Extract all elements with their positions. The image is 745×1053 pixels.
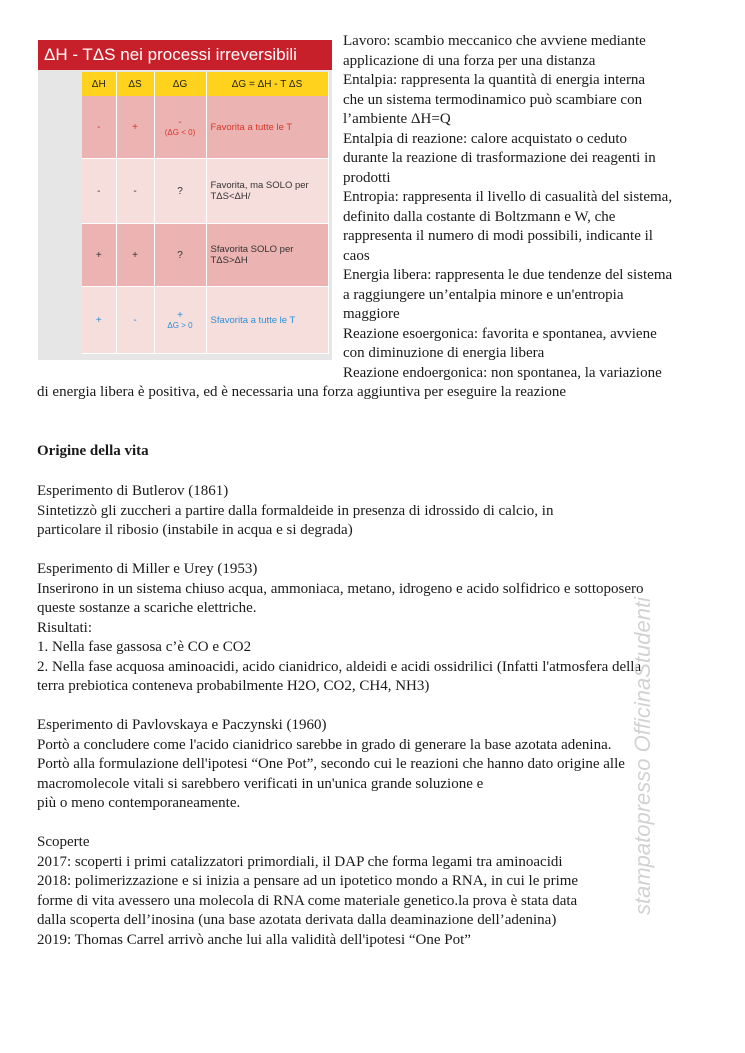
definition-line: Entalpia di reazione: calore acquistato o ceduto [343,130,628,147]
table-row [82,224,328,287]
definition-line: a raggiungere un’entalpia minore e un'entropia [343,286,624,303]
butlerov-title: Esperimento di Butlerov (1861) [37,483,229,499]
thermodynamics-slide-image [38,40,332,360]
header-dg: ΔG [154,72,206,96]
definition-line: che un sistema termodinamico può scambiare con [343,91,643,108]
definition-line: Reazione endoergonica: non spontanea, la variazione [343,364,662,381]
dg-note: (ΔG < 0) [164,128,196,137]
cell-effect: Favorita, ma SOLO per TΔS<ΔH/ [206,159,328,224]
header-dh: ΔH [82,72,116,96]
section-heading: Origine della vita [37,443,149,459]
scoperte-title: Scoperte [37,834,90,850]
gibbs-table [82,72,329,354]
gibbs-table-header [82,72,328,96]
butlerov-line: particolare il ribosio (instabile in acqua e si degrada) [37,522,353,538]
definition-line: rappresenta il numero di modi possibili, indicante il [343,228,653,244]
cell-ds: - [116,159,154,224]
definition-line: Entalpia: rappresenta la quantità di energia interna [343,72,646,88]
cell-effect: Sfavorita SOLO per TΔS>ΔH [206,224,328,287]
scoperte-line: 2019: Thomas Carrel arrivò anche lui alla validità dell'ipotesi “One Pot” [37,931,471,948]
scoperte-line: 2017: scoperti i primi catalizzatori primordiali, il DAP che forma legami tra aminoacidi [37,853,563,870]
cell-effect: Favorita a tutte le T [206,96,328,159]
miller-line: 1. Nella fase gassosa c’è CO e CO2 [37,639,252,655]
pavlovskaya-title: Esperimento di Pavlovskaya e Paczynski (1960) [37,717,327,733]
definition-line: Reazione esoergonica: favorita e spontanea, avviene [343,325,657,342]
miller-line: 2. Nella fase acquosa aminoacidi, acido cianidrico, aldeidi e acidi ossidrilici (Infatti l'atmosfera della [37,658,642,675]
scoperte-line: forme di vita avessero una molecola di RNA come materiale genetico.la prova è stata data [37,892,578,909]
scoperte-line: dalla scoperta dell’inosina (una base azotata derivata dalla deaminazione dell’adenina) [37,912,557,928]
miller-line: Risultati: [37,619,93,636]
cell-effect: Sfavorita a tutte le T [206,287,328,354]
pavlovskaya-line: più o meno contemporaneamente. [37,795,241,811]
dg-sign: - [178,117,182,128]
miller-line: Inserirono in un sistema chiuso acqua, ammoniaca, metano, idrogeno e acido solfidrico e sottoposero [37,580,644,597]
cell-dh: - [82,96,116,159]
table-row [82,96,328,159]
definition-line: durante la reazione di trasformazione dei reagenti in [343,150,656,166]
dg-sign: + [177,310,183,321]
cell-dh: + [82,224,116,287]
definition-line: prodotti [343,169,391,186]
pavlovskaya-line: macromolecole vitali si sarebbero verificati in un'unica grande soluzione e [37,775,484,792]
cell-dg: ? [154,224,206,287]
watermark: stampatopresso OfficinaStudenti [630,597,655,915]
definition-line: Lavoro: scambio meccanico che avviene mediante [343,33,646,49]
pavlovskaya-line: Portò alla formulazione dell'ipotesi “One Pot”, secondo cui le reazioni che hanno dato origine alle [37,756,625,772]
definition-line: di energia libera è positiva, ed è necessaria una forza aggiuntiva per eseguire la reazione [37,384,567,400]
cell-ds: + [116,96,154,159]
table-row [82,159,328,224]
pavlovskaya-line: Portò a concludere come l'acido cianidrico sarebbe in grado di generare la base azotata adenina. [37,736,612,753]
miller-line: queste sostanze a scariche elettriche. [37,600,257,616]
table-row [82,287,328,354]
cell-dg: ? [154,159,206,224]
definition-line: applicazione di una forza per una distanza [343,52,596,69]
miller-title: Esperimento di Miller e Urey (1953) [37,561,258,577]
dg-note: ΔG > 0 [167,321,193,330]
definition-line: con diminuzione di energia libera [343,345,545,361]
definition-line: Entropia: rappresenta il livello di casualità del sistema, [343,189,673,205]
header-ds: ΔS [116,72,154,96]
header-formula: ΔG = ΔH - T ΔS [206,72,328,96]
cell-dg [154,96,206,159]
miller-line: terra prebiotica conteneva probabilmente H2O, CO2, CH4, NH3) [37,678,430,694]
slide-title: ΔH - TΔS nei processi irreversibili [38,40,332,70]
cell-ds: - [116,287,154,354]
butlerov-line: Sintetizzò gli zuccheri a partire dalla formaldeide in presenza di idrossido di calcio, in [37,502,554,519]
scoperte-line: 2018: polimerizzazione e si inizia a pensare ad un ipotetico mondo a RNA, in cui le prime [37,873,579,889]
cell-dh: + [82,287,116,354]
cell-ds: + [116,224,154,287]
definition-line: maggiore [343,306,400,322]
definition-line: Energia libera: rappresenta le due tendenze del sistema [343,267,673,283]
definition-line: definito dalla costante di Boltzmann e W, che [343,208,616,225]
cell-dh: - [82,159,116,224]
cell-dg [154,287,206,354]
definition-line: l’ambiente ΔH=Q [343,111,451,127]
definition-line: caos [343,247,370,264]
